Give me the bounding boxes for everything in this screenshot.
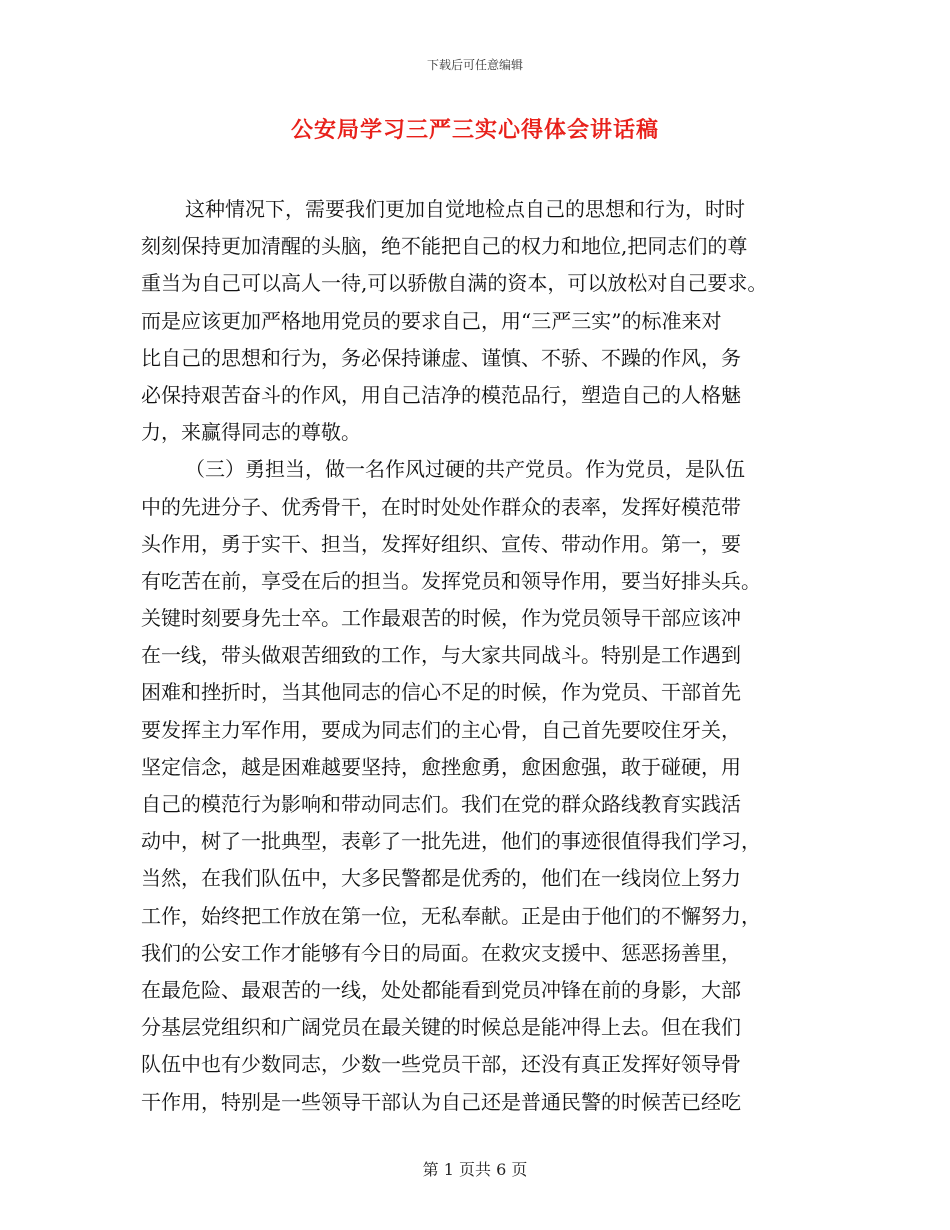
document-body (141, 191, 821, 1121)
header-note: 下载后可任意编辑 (426, 58, 523, 72)
body-line: 困难和挫折时，当其他同志的信心不足的时候，作为党员、干部首先 (141, 680, 741, 705)
document-title: 公安局学习三严三实心得体会讲话稿 (290, 117, 659, 143)
body-line: 工作，始终把工作放在第一位，无私奉献。正是由于他们的不懈努力， (141, 903, 761, 928)
body-line: 这种情况下，需要我们更加自觉地检点自己的思想和行为，时时 (185, 197, 745, 221)
body-line: 队伍中也有少数同志，少数一些党员干部，还没有真正发挥好领导骨 (141, 1052, 741, 1077)
body-line: 动中，树了一批典型，表彰了一批先进，他们的事迹很值得我们学习， (141, 829, 761, 854)
body-line: 有吃苦在前，享受在后的担当。发挥党员和领导作用，要当好排头兵。 (141, 568, 761, 593)
body-line: 我们的公安工作才能够有今日的局面。在救灾支援中、惩恶扬善里， (141, 940, 741, 965)
body-line: 头作用，勇于实干、担当，发挥好组织、宣传、带动作用。第一，要 (141, 531, 741, 556)
body-line: 比自己的思想和行为，务必保持谦虚、谨慎、不骄、不躁的作风，务 (141, 345, 741, 370)
body-line: 干作用，特别是一些领导干部认为自己还是普通民警的时候苦已经吃 (141, 1089, 741, 1114)
body-line: 关键时刻要身先士卒。工作最艰苦的时候，作为党员领导干部应该冲 (141, 606, 741, 631)
body-line: 在最危险、最艰苦的一线，处处都能看到党员冲锋在前的身影，大部 (141, 977, 741, 1002)
body-line: （三）勇担当，做一名作风过硬的共产党员。作为党员，是队伍 (185, 457, 745, 482)
body-line: 刻刻保持更加清醒的头脑，绝不能把自己的权力和地位,把同志们的尊 (141, 234, 748, 259)
body-line: 在一线，带头做艰苦细致的工作，与大家共同战斗。特别是工作遇到 (141, 643, 741, 668)
page-number-footer: 第 1 页共 6 页 (422, 1160, 528, 1179)
body-line: 分基层党组织和广阔党员在最关键的时候总是能冲得上去。但在我们 (141, 1015, 741, 1040)
body-line: 要发挥主力军作用，要成为同志们的主心骨，自己首先要咬住牙关， (141, 717, 741, 742)
body-line: 自己的模范行为影响和带动同志们。我们在党的群众路线教育实践活 (141, 792, 741, 816)
body-line: 当然，在我们队伍中，大多民警都是优秀的，他们在一线岗位上努力 (141, 866, 741, 891)
body-line: 力，来赢得同志的尊敬。 (141, 420, 361, 445)
body-line: 必保持艰苦奋斗的作风，用自己洁净的模范品行，塑造自己的人格魅 (141, 382, 741, 407)
body-line: 而是应该更加严格地用党员的要求自己，用“三严三实”的标准来对 (141, 308, 722, 333)
body-line: 中的先进分子、优秀骨干，在时时处处作群众的表率，发挥好模范带 (141, 494, 741, 519)
body-line: 坚定信念，越是困难越要坚持，愈挫愈勇，愈困愈强，敢于碰硬，用 (141, 754, 741, 779)
body-line: 重当为自己可以高人一待,可以骄傲自满的资本，可以放松对自己要求。 (141, 271, 768, 296)
